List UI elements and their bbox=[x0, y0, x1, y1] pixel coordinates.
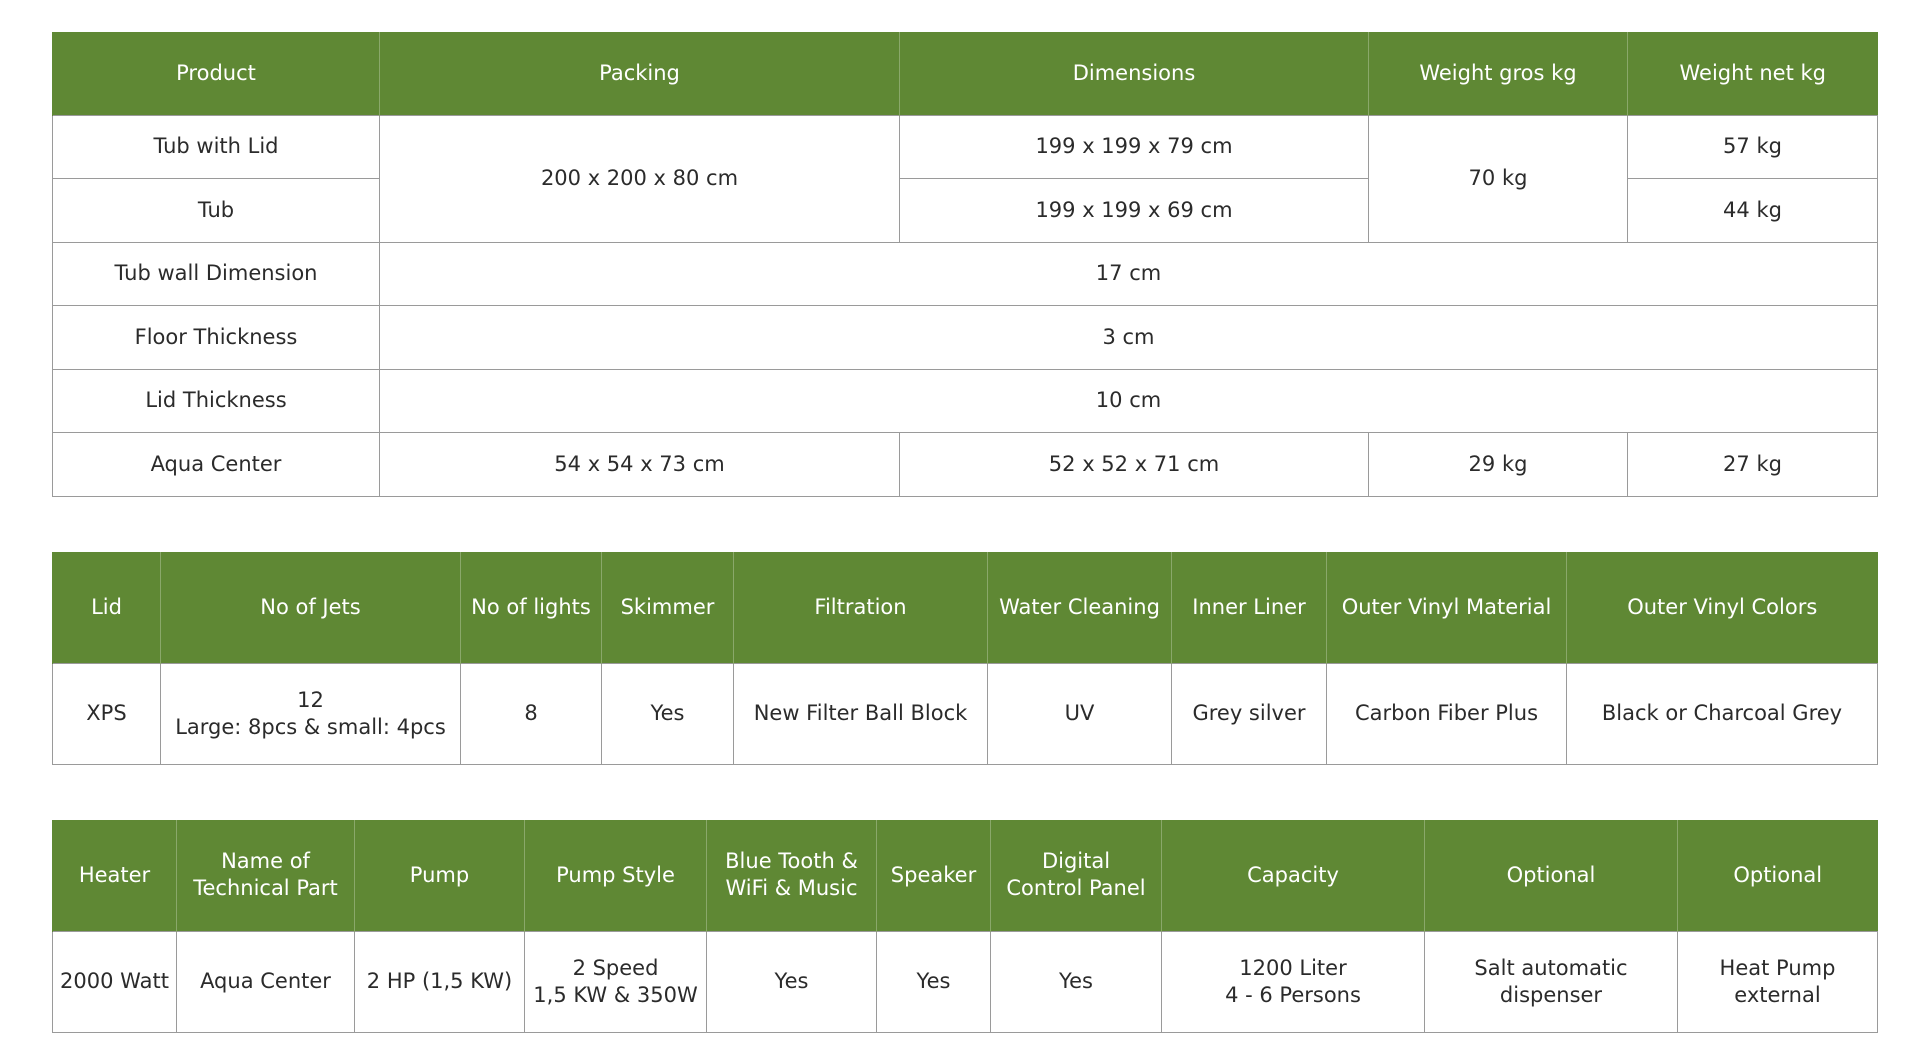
header-inner-liner: Inner Liner bbox=[1172, 552, 1327, 663]
dimensions-header-row bbox=[53, 32, 1878, 115]
header-no-of-lights: No of lights bbox=[461, 552, 602, 663]
header-heater: Heater bbox=[53, 820, 177, 931]
product-cell: Aqua Center bbox=[53, 433, 380, 497]
table-row bbox=[53, 369, 1878, 433]
capacity-cell: 1200 Liter 4 - 6 Persons bbox=[1162, 931, 1425, 1032]
control-panel-cell: Yes bbox=[991, 931, 1162, 1032]
product-cell: Tub bbox=[53, 179, 380, 243]
weight-gros-cell: 29 kg bbox=[1369, 433, 1628, 497]
header-product: Product bbox=[53, 32, 380, 115]
dimensions-table bbox=[52, 32, 1878, 497]
optional-cell: Heat Pump external bbox=[1678, 931, 1878, 1032]
table-row bbox=[53, 433, 1878, 497]
water-cleaning-cell: UV bbox=[988, 663, 1172, 764]
header-no-of-jets: No of Jets bbox=[161, 552, 461, 663]
header-dimensions: Dimensions bbox=[900, 32, 1369, 115]
header-bluetooth-wifi-music: Blue Tooth & WiFi & Music bbox=[707, 820, 877, 931]
header-weight-gros: Weight gros kg bbox=[1369, 32, 1628, 115]
header-filtration: Filtration bbox=[734, 552, 988, 663]
header-digital-control-panel: Digital Control Panel bbox=[991, 820, 1162, 931]
dimensions-cell: 52 x 52 x 71 cm bbox=[900, 433, 1369, 497]
packing-cell: 54 x 54 x 73 cm bbox=[380, 433, 900, 497]
pump-cell: 2 HP (1,5 KW) bbox=[355, 931, 525, 1032]
dimensions-cell: 199 x 199 x 79 cm bbox=[900, 115, 1369, 179]
speaker-cell: Yes bbox=[877, 931, 991, 1032]
header-capacity: Capacity bbox=[1162, 820, 1425, 931]
header-outer-vinyl-colors: Outer Vinyl Colors bbox=[1567, 552, 1878, 663]
value-cell: 17 cm bbox=[380, 242, 1878, 306]
jets-cell: 12 Large: 8pcs & small: 4pcs bbox=[161, 663, 461, 764]
header-pump-style: Pump Style bbox=[525, 820, 707, 931]
header-pump: Pump bbox=[355, 820, 525, 931]
header-outer-vinyl-material: Outer Vinyl Material bbox=[1327, 552, 1567, 663]
dimensions-cell: 199 x 199 x 69 cm bbox=[900, 179, 1369, 243]
table-row bbox=[53, 306, 1878, 370]
product-cell: Tub wall Dimension bbox=[53, 242, 380, 306]
features-header-row bbox=[53, 552, 1878, 663]
value-cell: 3 cm bbox=[380, 306, 1878, 370]
header-technical-part: Name of Technical Part bbox=[177, 820, 355, 931]
table-row bbox=[53, 115, 1878, 179]
header-packing: Packing bbox=[380, 32, 900, 115]
value-cell: 10 cm bbox=[380, 369, 1878, 433]
weight-net-cell: 57 kg bbox=[1628, 115, 1878, 179]
header-optional: Optional bbox=[1425, 820, 1678, 931]
header-weight-net: Weight net kg bbox=[1628, 32, 1878, 115]
header-skimmer: Skimmer bbox=[602, 552, 734, 663]
outer-vinyl-colors-cell: Black or Charcoal Grey bbox=[1567, 663, 1878, 764]
weight-net-cell: 44 kg bbox=[1628, 179, 1878, 243]
packing-cell: 200 x 200 x 80 cm bbox=[380, 115, 900, 242]
product-cell: Lid Thickness bbox=[53, 369, 380, 433]
pump-style-cell: 2 Speed 1,5 KW & 350W bbox=[525, 931, 707, 1032]
bluetooth-cell: Yes bbox=[707, 931, 877, 1032]
table-row bbox=[53, 242, 1878, 306]
lights-cell: 8 bbox=[461, 663, 602, 764]
features-table bbox=[52, 552, 1878, 765]
inner-liner-cell: Grey silver bbox=[1172, 663, 1327, 764]
header-lid: Lid bbox=[53, 552, 161, 663]
skimmer-cell: Yes bbox=[602, 663, 734, 764]
table-row bbox=[53, 663, 1878, 764]
filtration-cell: New Filter Ball Block bbox=[734, 663, 988, 764]
technical-table bbox=[52, 820, 1878, 1033]
product-cell: Floor Thickness bbox=[53, 306, 380, 370]
technical-part-cell: Aqua Center bbox=[177, 931, 355, 1032]
table-row bbox=[53, 931, 1878, 1032]
heater-cell: 2000 Watt bbox=[53, 931, 177, 1032]
weight-gros-cell: 70 kg bbox=[1369, 115, 1628, 242]
lid-cell: XPS bbox=[53, 663, 161, 764]
weight-net-cell: 27 kg bbox=[1628, 433, 1878, 497]
product-cell: Tub with Lid bbox=[53, 115, 380, 179]
optional-cell: Salt automatic dispenser bbox=[1425, 931, 1678, 1032]
technical-header-row bbox=[53, 820, 1878, 931]
outer-vinyl-material-cell: Carbon Fiber Plus bbox=[1327, 663, 1567, 764]
header-optional: Optional bbox=[1678, 820, 1878, 931]
header-water-cleaning: Water Cleaning bbox=[988, 552, 1172, 663]
header-speaker: Speaker bbox=[877, 820, 991, 931]
